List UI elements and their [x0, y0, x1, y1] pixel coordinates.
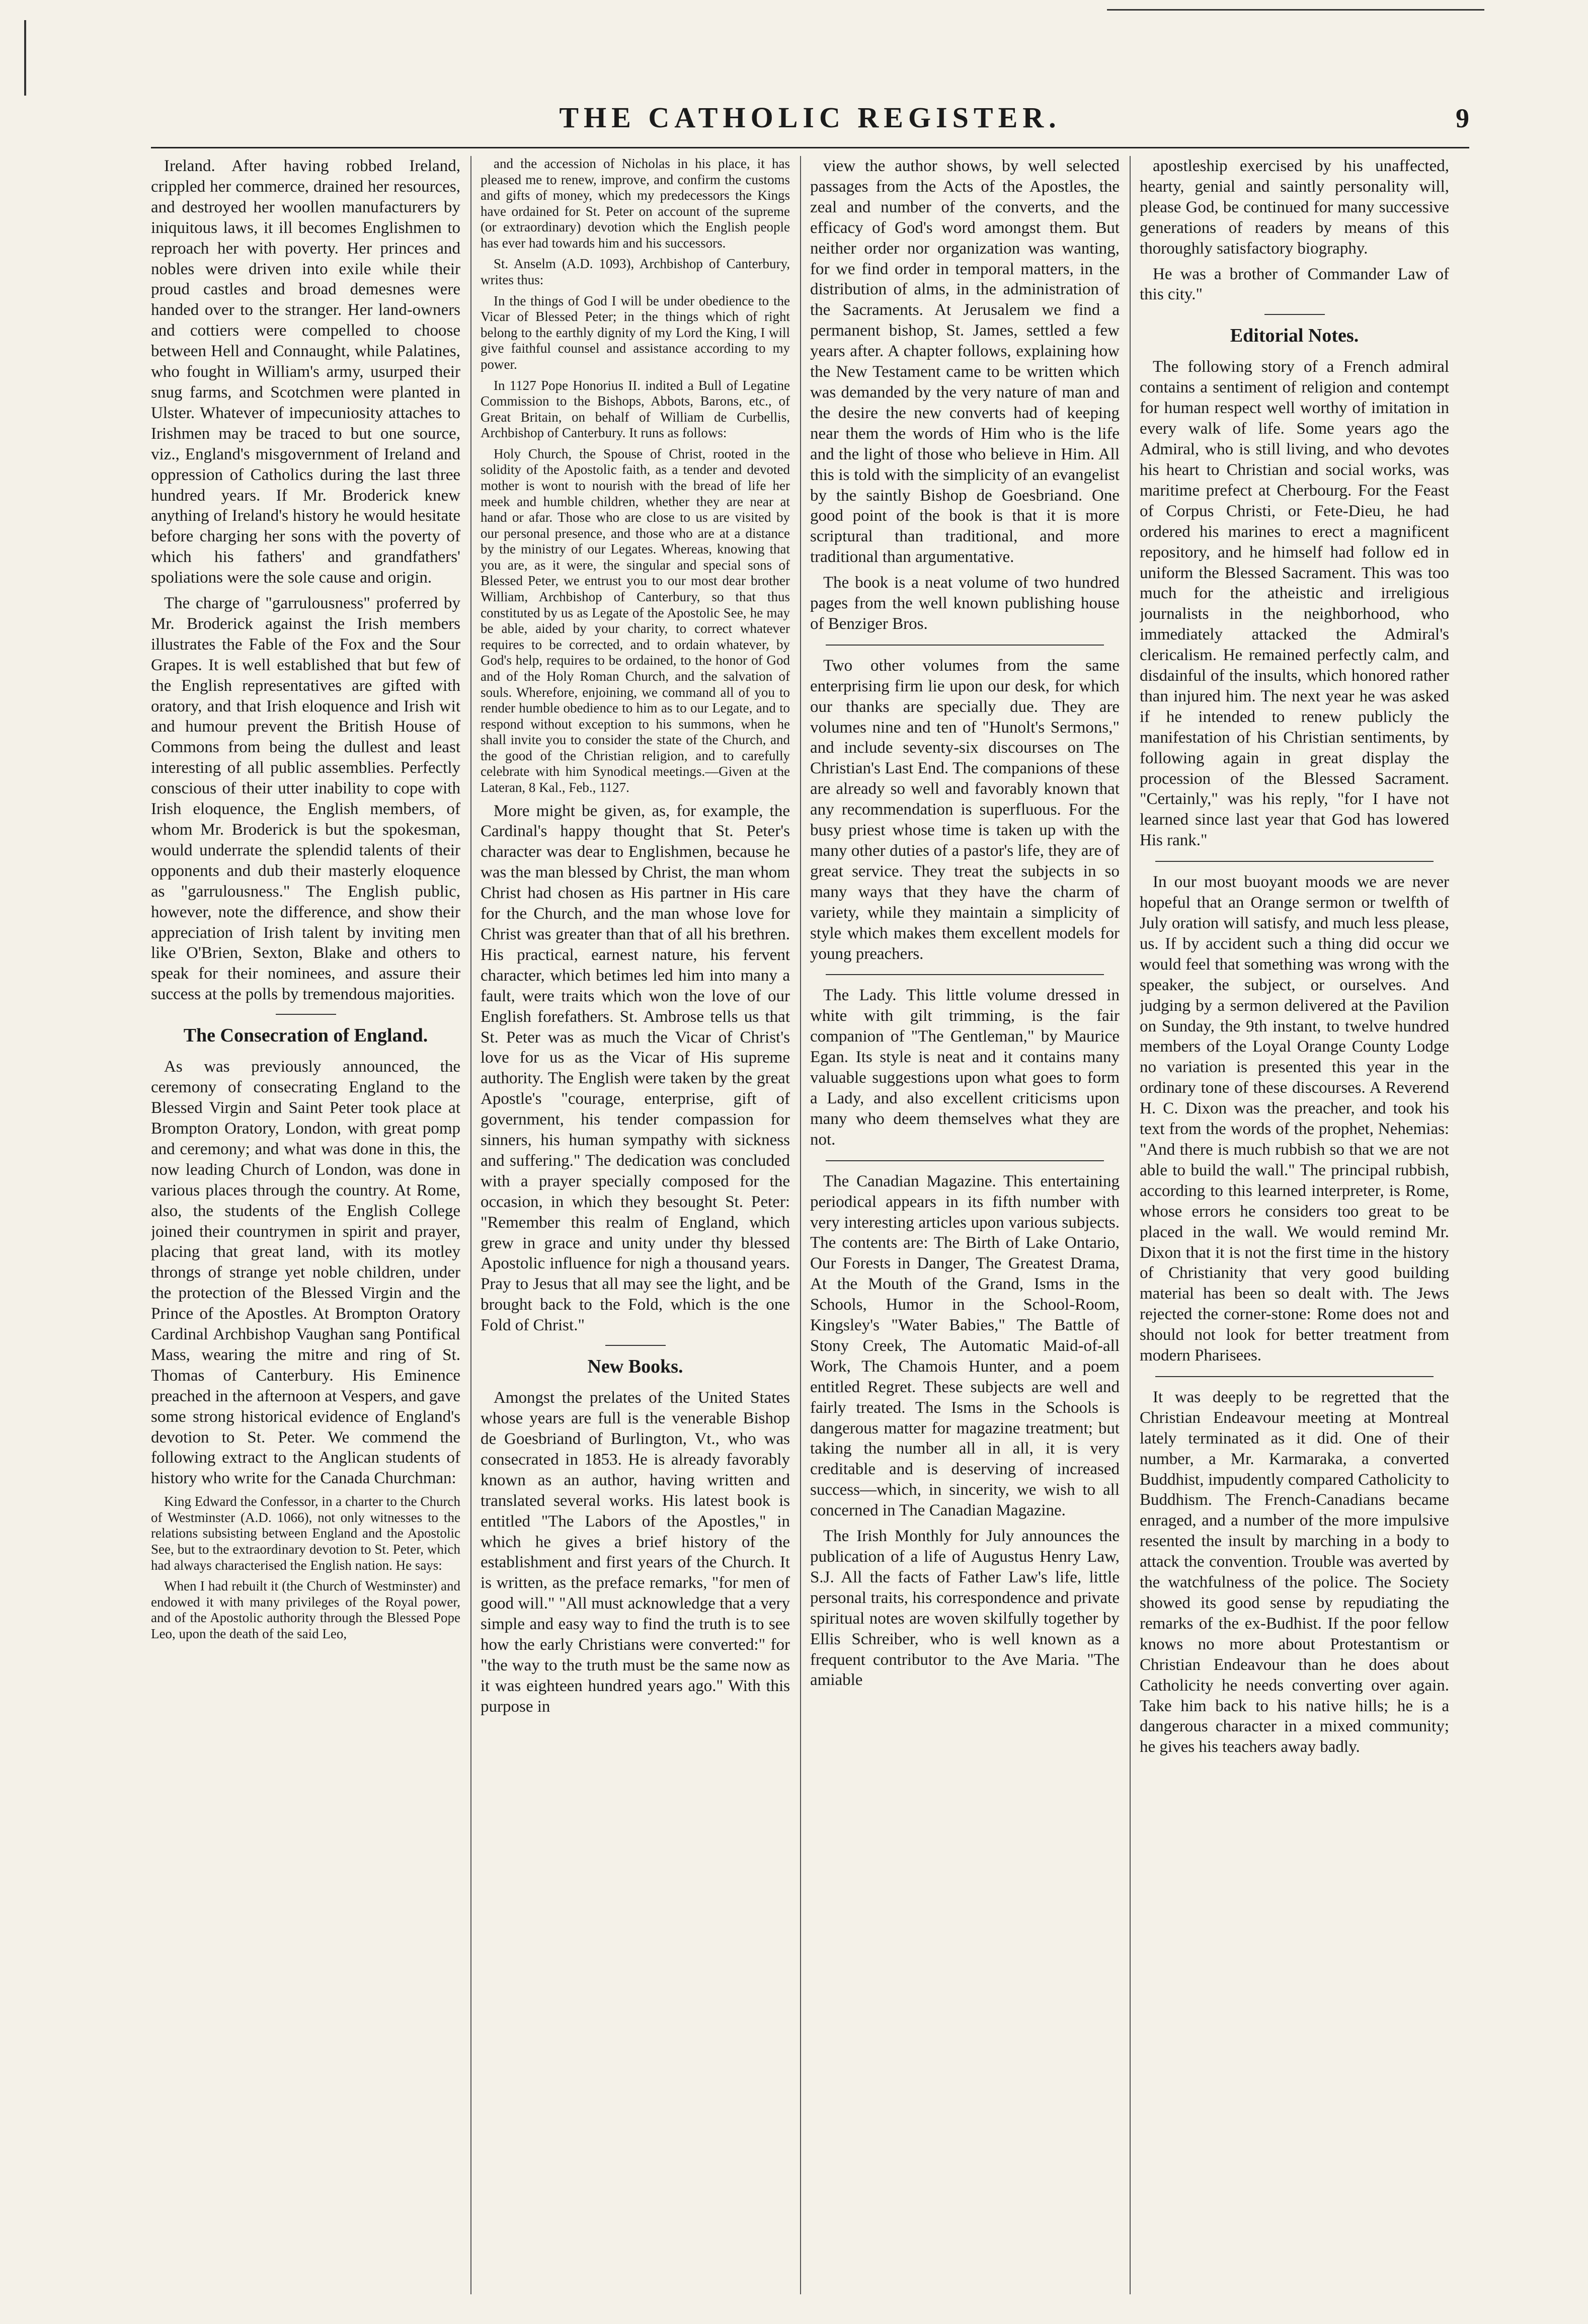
article-paragraph: The Irish Monthly for July announces the publication of a life of Augustus Henry Law, S.J. All the facts of Father Law's life, little personal traits, his correspondence and private spiritual notes are woven skilfully together by Ellis Schreiber, who is well known as a frequent contributor to the Ave Maria. "The amiable — [810, 1527, 1120, 1690]
column-rule — [470, 156, 471, 2294]
article-paragraph: The Canadian Magazine. This entertaining periodical appears in its fifth number with very interesting articles upon various subjects. The contents are: The Birth of Lake Ontario, Our Forests in Danger, The Greatest Drama, At the Mouth of the Grand, Isms in the Schools, Humor in the School-Room, Kingsley's "Water Babies," The Battle of Stony Creek, The Automatic Maid-of-all Work, The Chamois Hunter, and a poem entitled Regret. These subjects are well and fairly treated. The Isms in the Schools is dangerous matter for magazine treatment; but taking the number all in all, it is very creditable and is deserving of increased success—which, in sincerity, we wish to all concerned in The Canadian Magazine. — [810, 1172, 1120, 1520]
section-separator — [276, 1014, 336, 1015]
margin-mark — [24, 20, 46, 96]
section-separator — [1155, 861, 1434, 862]
heading-consecration: The Consecration of England. — [183, 1025, 428, 1047]
column-rule — [1130, 156, 1131, 2294]
corner-rule — [1107, 9, 1484, 11]
header-rule — [151, 147, 1469, 148]
article-paragraph: Two other volumes from the same enterprising firm lie upon our desk, for which our thanks are specially due. They are volumes nine and ten of "Hunolt's Sermons," and include seventy-six discourses on The Christian's Last End. The companions of these are already so well and favorably known that any recommendation is superfluous. For the busy priest whose time is taken up with the many other duties of a pastor's life, they are of great service. They treat the subjects in so many ways that they have the charm of variety, while they maintain a simplicity of style which makes them excellent models for young preachers. — [810, 656, 1120, 963]
quoted-text: When I had rebuilt it (the Church of Westminster) and endowed it with many privileges of the Royal power, and of the Apostolic authority through the Blessed Pope Leo, upon the death of the said Leo, — [151, 1578, 460, 1641]
heading-editorial-notes: Editorial Notes. — [1230, 325, 1359, 347]
newspaper-title: THE CATHOLIC REGISTER. — [559, 101, 1061, 134]
column-1 — [151, 156, 460, 2294]
article-paragraph: apostleship exercised by his unaffected, hearty, genial and saintly personality will, please God, be continued for many successive generations of readers by means of this thoroughly satisfactory biography. — [1140, 157, 1449, 258]
article-paragraph: More might be given, as, for example, the Cardinal's happy thought that St. Peter's character was dear to Englishmen, because he was the man blessed by Christ, the man whom Christ had chosen as His partner in His care for the Church, and the man whose love for Christ was greater than that of all his brethren. His practical, earnest nature, his fervent character, which betimes led him into many a fault, were traits which won the love of our English forefathers. St. Ambrose tells us that St. Peter was as much the Vicar of Christ's love for us as the Vicar of His supreme authority. The English were taken by the great Apostle's "courage, enterprise, gift of government, his tender compassion for sinners, his human sympathy with sickness and suffering." The dedication was concluded with a prayer specially composed for the occasion, in which they besought St. Peter: "Remember this realm of England, which grew in grace and unity under thy blessed Apostolic influence for nigh a thousand years. Pray to Jesus that all may see the light, and be brought back to the Fold, which is the one Fold of Christ." — [481, 802, 790, 1335]
article-paragraph: Amongst the prelates of the United States whose years are full is the venerable Bishop de Goesbriand of Burlington, Vt., who was consecrated in 1853. He is already favorably known as an author, having written and translated several works. His latest book is entitled "The Labors of the Apostles," in which he gives a brief history of the establishment and first years of the Church. It is written, as the preface remarks, "for men of good will." "All must acknowledge that a very simple and easy way to find the truth is to see how the early Christians were converted:" for "the way to the truth must be the same now as it was eighteen hundred years ago." With this purpose in — [481, 1389, 790, 1716]
article-paragraph: The Lady. This little volume dressed in white with gilt trimming, is the fair companion of "The Gentleman," by Maurice Egan. Its style is neat and it contains many valuable suggestions upon what goes to form a Lady, and also excellent criticisms upon many who deem themselves what they are not. — [810, 986, 1120, 1149]
section-separator — [826, 645, 1104, 646]
article-paragraph: The charge of "garrulousness" proferred by Mr. Broderick against the Irish members illustrates the Fable of the Fox and the Sour Grapes. It is well established that but few of the English representatives are gifted with oratory, and that Irish eloquence and Irish wit and humour prevent the British House of Commons from being the dullest and least interesting of all public assemblies. Perfectly conscious of their utter inability to cope with Irish eloquence, the English members, of whom Mr. Broderick is but the spokesman, would underrate the splendid talents of their opponents and dub their masterly eloquence as "garrulousness." The English public, however, note the difference, and show their appreciation of Irish talent by inviting men like O'Brien, Sexton, Blake and others to speak for their nominees, and assure their success at the polls by tremendous majorities. — [151, 594, 460, 1004]
article-paragraph: Ireland. After having robbed Ireland, crippled her commerce, drained her resources, and destroyed her woollen manufacturers by iniquitous laws, it ill becomes Englishmen to reproach her with poverty. Her princes and nobles were driven into exile while their proud castles and broad demesnes were handed over to the stranger. Her land-owners and cottiers were compelled to choose between Hell and Connaught, while Palatines, who fought in William's army, usurped their snug farms, and Scotchmen were planted in Ulster. Whatever of impecuniosity attaches to Irishmen may be traced to but one source, viz., England's misgovernment of Ireland and oppression of Catholics during the last three hundred years. If Mr. Broderick knew anything of Ireland's history he would hesitate before charging her sons with the poverty of which his fathers' and grandfathers' spoliations were the sole cause and origin. — [151, 157, 460, 587]
column-2 — [481, 156, 790, 2294]
quoted-text: In the things of God I will be under obedience to the Vicar of Blessed Peter; in the things which of right belong to the earthly dignity of my Lord the King, I will give faithful counsel and assistance according to my power. — [481, 293, 790, 372]
article-paragraph: The book is a neat volume of two hundred pages from the well known publishing house of Benziger Bros. — [810, 574, 1120, 633]
article-paragraph: He was a brother of Commander Law of this city." — [1140, 265, 1449, 304]
quoted-text: and the accession of Nicholas in his place, it has pleased me to renew, improve, and confirm the customs and gifts of money, which my predecessors the Kings have ordained for St. Peter on account of the supreme (or extraordinary) devotion which the English people has ever had towards him and his successors. — [481, 156, 790, 251]
heading-new-books: New Books. — [587, 1356, 683, 1378]
article-paragraph: As was previously announced, the ceremony of consecrating England to the Blessed Virgin and Saint Peter took place at Brompton Oratory, London, with great pomp and ceremony; and what was done in this, the now leading Church of London, was done in various places through the country. At Rome, also, the students of the English College joined their countrymen in spirit and prayer, placing that great land, with its motley throngs of strange yet noble children, under the protection of the Blessed Virgin and the Prince of the Apostles. At Brompton Oratory Cardinal Archbishop Vaughan sang Pontifical Mass, wearing the mitre and ring of St. Thomas of Canterbury. His Eminence preached in the afternoon at Vespers, and gave some strong historical evidence of England's devotion to St. Peter. We commend the following extract to the Anglican students of history who write for the Canada Churchman: — [151, 1058, 460, 1488]
section-separator — [1155, 1376, 1434, 1377]
quoted-text: In 1127 Pope Honorius II. indited a Bull of Legatine Commission to the Bishops, Abbots, Barons, etc., of Great Britain, on behalf of William de Curbellis, Archbishop of Canterbury. It runs as follows: — [481, 377, 790, 441]
column-4 — [1140, 156, 1449, 2294]
article-paragraph: The following story of a French admiral contains a sentiment of religion and contempt for human respect well worthy of imitation in every walk of life. Some years ago the Admiral, who is still living, and who devotes his heart to Christian and social works, was maritime prefect at Cherbourg. For the Feast of Corpus Christi, or Fete-Dieu, he had ordered his marines to erect a magnificent repository, and he himself had follow ed in uniform the Blessed Sacrament. This was too much for the atheistic and irreligious journalists in the neighborhood, who immediately attacked the Admiral's clericalism. He remained perfectly calm, and disdainful of the insults, which honored rather than injured him. The next year he was asked if he intended to renew publicly the manifestation of his Christian sentiments, by following again in great display the procession of the Blessed Sacrament. "Certainly," was his reply, "for I have not learned since last year that God has lowered His rank." — [1140, 358, 1449, 850]
article-paragraph: It was deeply to be regretted that the Christian Endeavour meeting at Montreal lately terminated as it did. One of their number, a Mr. Karmaraka, a converted Buddhist, impudently compared Catholicity to Buddhism. The French-Canadians became enraged, and a number of the more impulsive resented the insult by marching in a body to attack the convention. Trouble was averted by the watchfulness of the police. The Society showed its good sense by repudiating the remarks of the ex-Budhist. If the poor fellow knows no more about Protestantism or Christian Endeavour than he does about Catholicity he needs converting over again. Take him back to his native hills; he is a dangerous character in a mixed community; he gives his teachers away badly. — [1140, 1388, 1449, 1756]
section-separator — [1264, 314, 1325, 315]
section-separator — [605, 1345, 666, 1346]
column-3 — [810, 156, 1120, 2294]
section-separator — [826, 1160, 1104, 1161]
quoted-text: King Edward the Confessor, in a charter to the Church of Westminster (A.D. 1066), not only witnesses to the relations subsisting between England and the Apostolic See, but to the extraordinary devotion to St. Peter, which had always characterised the English nation. He says: — [151, 1494, 460, 1573]
section-separator — [826, 974, 1104, 975]
article-paragraph: In our most buoyant moods we are never hopeful that an Orange sermon or twelfth of July oration will satisfy, and much less please, us. If by accident such a thing did occur we would feel that something was wrong with the speaker, the subject, or ourselves. And judging by a sermon delivered at the Pavilion on Sunday, the 9th instant, to twelve hundred members of the Loyal Orange County Lodge no variation is presented this year in the ordinary tone of these discourses. A Reverend H. C. Dixon was the preacher, and took his text from the words of the prophet, Nehemias: "And there is much rubbish so that we are not able to build the wall." The principal rubbish, according to this learned interpreter, is Rome, whose errors he considers too great to be placed in the wall. We would remind Mr. Dixon that it is not the first time in the history of Christianity that very good building material has been so dealt with. The Jews rejected the corner-stone: Rome does not and should not look for better treatment from modern Pharisees. — [1140, 873, 1449, 1365]
quoted-text: Holy Church, the Spouse of Christ, rooted in the solidity of the Apostolic faith, as a tender and devoted mother is wont to nourish with the bread of life her meek and humble children, whether they are near at hand or afar. Those who are close to us are visited by our personal presence, and those who are at a distance by the ministry of our Legates. Whereas, knowing that you are, as it were, the singular and special sons of Blessed Peter, we entrust you to our most dear brother William, Archbishop of Canterbury, so that thus constituted by us as Legate of the Apostolic See, he may be able, aided by your charity, to correct whatever requires to be corrected, and to ordain whatever, by God's help, requires to be ordained, to the honor of God and of the Holy Roman Church, and the salvation of souls. Wherefore, enjoining, we command all of you to render humble obedience to him as to our Legate, and to respond without exception to his summons, when he shall invite you to consider the state of the Church, and the good of the Christian religion, and to carefully celebrate with him Synodical meetings.—Given at the Lateran, 8 Kal., Feb., 1127. — [481, 446, 790, 795]
page-number: 9 — [1456, 103, 1469, 133]
article-paragraph: view the author shows, by well selected passages from the Acts of the Apostles, the zeal and number of the converts, and the efficacy of God's word amongst them. But neither order nor organization was wanting, for we find order in temporal matters, in the distribution of alms, in the administration of the Sacraments. At Jerusalem we find a permanent bishop, St. James, settled a few years after. A chapter follows, explaining how the New Testament came to be written which was demanded by the very nature of man and the desire the new converts had of keeping near them the words of Him who is the life and the light of those who believe in Him. All this is told with the simplicity of an evangelist by the saintly Bishop de Goesbriand. One good point of the book is that it is more scriptural than traditional, and more traditional than argumentative. — [810, 157, 1120, 567]
column-rule — [800, 156, 801, 2294]
quoted-text: St. Anselm (A.D. 1093), Archbishop of Canterbury, writes thus: — [481, 256, 790, 288]
